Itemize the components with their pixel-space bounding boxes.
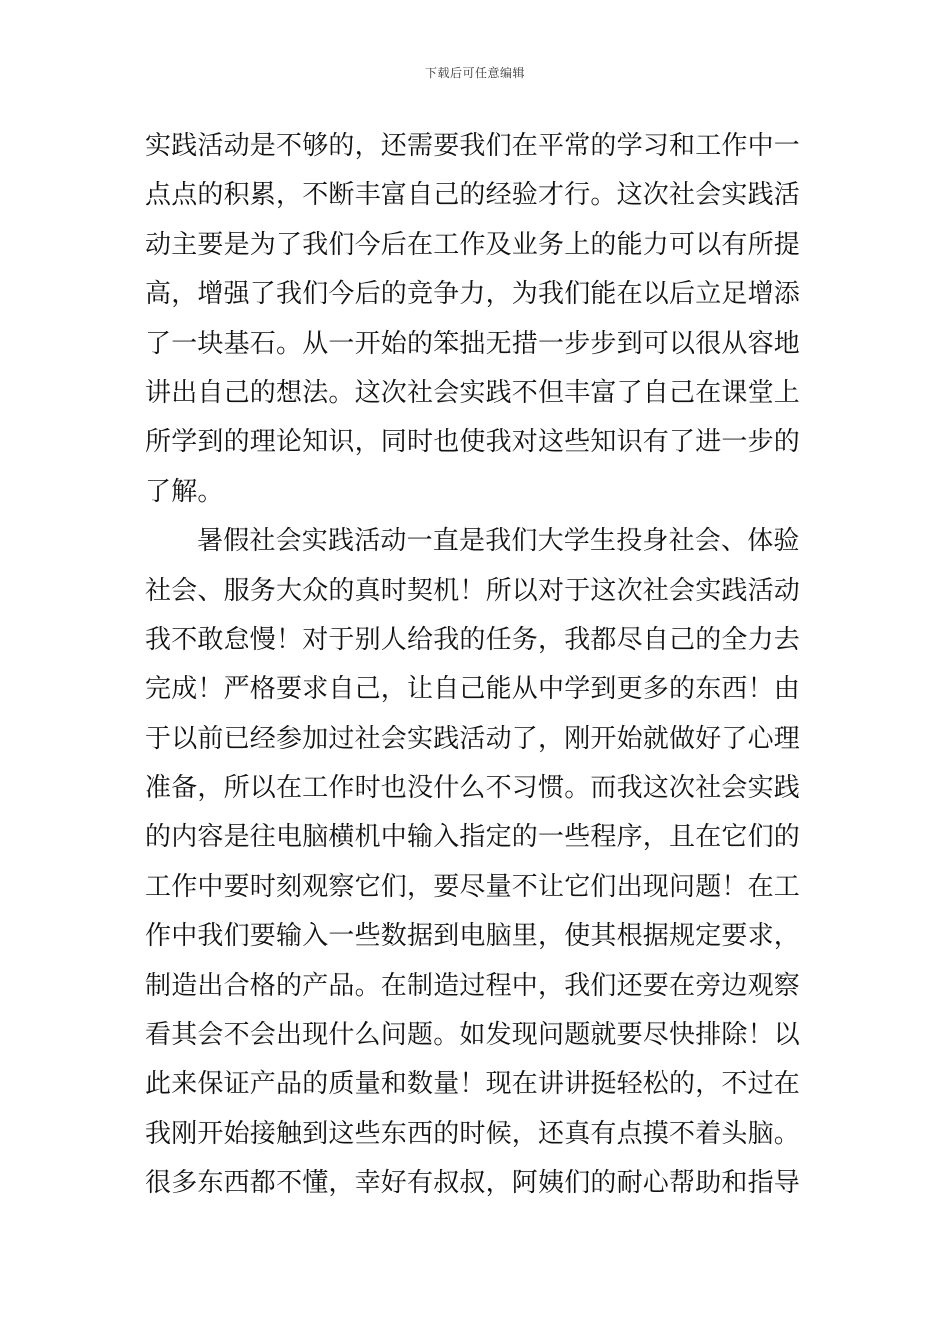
text-line: 完成！严格要求自己，让自己能从中学到更多的东西！由 — [145, 674, 801, 705]
text-line: 了解。 — [145, 476, 224, 507]
text-line: 制造出合格的产品。在制造过程中，我们还要在旁边观察 — [145, 970, 801, 1001]
text-line: 社会、服务大众的真时契机！所以对于这次社会实践活动 — [145, 575, 801, 606]
text-line-first: 暑假社会实践活动一直是我们大学生投身社会、体验 — [197, 526, 800, 557]
text-line: 作中我们要输入一些数据到电脑里，使其根据规定要求， — [145, 921, 801, 952]
text-line: 高，增强了我们今后的竞争力，为我们能在以后立足增添 — [145, 279, 801, 310]
text-line: 我刚开始接触到这些东西的时候，还真有点摸不着头脑。 — [145, 1118, 801, 1149]
text-line: 点点的积累，不断丰富自己的经验才行。这次社会实践活 — [145, 180, 801, 211]
text-line: 动主要是为了我们今后在工作及业务上的能力可以有所提 — [145, 229, 801, 260]
paragraph-2 — [145, 517, 809, 1208]
text-line: 的内容是往电脑横机中输入指定的一些程序，且在它们的 — [145, 822, 801, 853]
paragraph-1 — [145, 122, 809, 517]
text-line: 于以前已经参加过社会实践活动了，刚开始就做好了心理 — [145, 723, 801, 754]
text-line: 所学到的理论知识，同时也使我对这些知识有了进一步的 — [145, 427, 801, 458]
text-line: 准备，所以在工作时也没什么不习惯。而我这次社会实践 — [145, 773, 801, 804]
page-header: 下载后可任意编辑 — [424, 66, 525, 80]
text-line: 我不敢怠慢！对于别人给我的任务，我都尽自己的全力去 — [145, 624, 801, 655]
text-line: 很多东西都不懂，幸好有叔叔，阿姨们的耐心帮助和指导 — [145, 1168, 801, 1199]
body-text — [145, 122, 809, 1209]
text-line: 了一块基石。从一开始的笨拙无措一步步到可以很从容地 — [145, 328, 801, 359]
text-line: 此来保证产品的质量和数量！现在讲讲挺轻松的，不过在 — [145, 1069, 801, 1100]
text-line: 工作中要时刻观察它们，要尽量不让它们出现问题！在工 — [145, 871, 801, 902]
text-line: 看其会不会出现什么问题。如发现问题就要尽快排除！以 — [145, 1020, 801, 1051]
text-line: 实践活动是不够的，还需要我们在平常的学习和工作中一 — [145, 131, 801, 161]
text-line: 讲出自己的想法。这次社会实践不但丰富了自己在课堂上 — [145, 377, 801, 408]
